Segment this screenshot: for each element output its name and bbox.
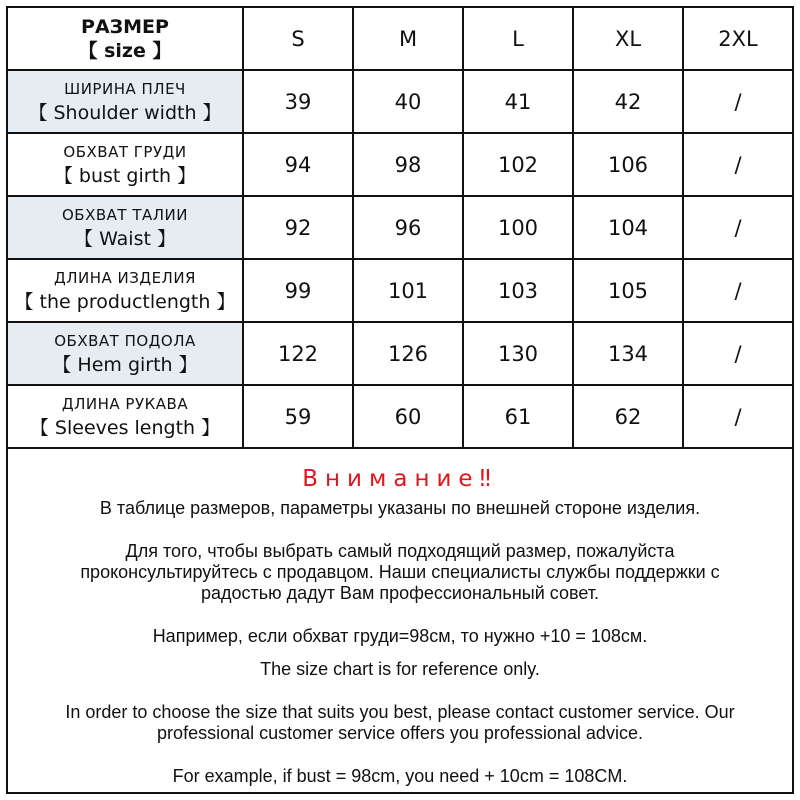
warning-heading: Внимание‼ [302,466,498,492]
header-label-en: 【 size 】 [78,39,172,62]
table-cell: 96 [353,196,463,259]
table-cell: 94 [243,133,353,196]
table-cell: 126 [353,322,463,385]
row-label-en: 【 Waist 】 [74,227,176,250]
table-cell: 39 [243,70,353,133]
table-cell: / [683,322,792,385]
size-header-l: L [463,8,573,70]
note-en-2: In order to choose the size that suits you best, please contact customer service. Our professional customer service offers you professional advice. [65,702,735,743]
row-label-ru: ОБХВАТ ПОДОЛА [54,331,196,350]
table-row [8,385,792,448]
row-label-ru: ОБХВАТ ТАЛИИ [62,205,188,224]
row-label-ru: ДЛИНА РУКАВА [61,394,189,413]
table-cell: / [683,259,792,322]
table-cell: 106 [573,133,683,196]
table-cell: 134 [573,322,683,385]
note-en-3: For example, if bust = 98cm, you need + 10cm = 108CM. [172,766,628,786]
row-label-hem-girth [8,322,243,385]
table-row [8,322,792,385]
row-label-en: 【 bust girth 】 [53,164,197,187]
size-header-xl: XL [573,8,683,70]
table-cell: 98 [353,133,463,196]
row-label-ru: ОБХВАТ ГРУДИ [63,142,187,161]
table-cell: 122 [243,322,353,385]
row-label-waist [8,196,243,259]
note-ru-1: В таблице размеров, параметры указаны по внешней стороне изделия. [99,498,701,518]
table-cell: 92 [243,196,353,259]
row-label-product-length [8,259,243,322]
table-header-row [8,8,792,70]
table-cell: 130 [463,322,573,385]
table-cell: / [683,70,792,133]
size-header-m: M [353,8,463,70]
row-label-bust-girth [8,133,243,196]
header-label-ru: РАЗМЕР [81,15,169,38]
notes-section [8,454,792,787]
note-en-1: The size chart is for reference only. [260,659,540,679]
table-cell: 61 [463,385,573,448]
header-size-label [8,8,243,70]
table-cell: / [683,133,792,196]
row-label-sleeve-length [8,385,243,448]
table-cell: 41 [463,70,573,133]
size-header-s: S [243,8,353,70]
row-label-ru: ШИРИНА ПЛЕЧ [64,79,186,98]
table-cell: / [683,385,792,448]
table-cell: 102 [463,133,573,196]
size-table [8,8,792,449]
row-label-en: 【 Shoulder width 】 [28,101,222,124]
table-row [8,259,792,322]
table-cell: / [683,196,792,259]
table-cell: 60 [353,385,463,448]
table-cell: 101 [353,259,463,322]
table-cell: 59 [243,385,353,448]
table-cell: 40 [353,70,463,133]
row-label-en: 【 Sleeves length 】 [29,416,221,439]
row-label-en: 【 the productlength 】 [14,290,236,313]
note-ru-3: Например, если обхват груди=98см, то нужно +10 = 108см. [152,626,648,646]
table-cell: 100 [463,196,573,259]
size-chart [6,6,794,794]
row-label-ru: ДЛИНА ИЗДЕЛИЯ [54,268,196,287]
table-row [8,133,792,196]
row-label-en: 【 Hem girth 】 [52,353,198,376]
table-cell: 105 [573,259,683,322]
table-cell: 103 [463,259,573,322]
table-cell: 104 [573,196,683,259]
table-cell: 42 [573,70,683,133]
table-cell: 62 [573,385,683,448]
table-cell: 99 [243,259,353,322]
table-row [8,70,792,133]
note-ru-2: Для того, чтобы выбрать самый подходящий размер, пожалуйста проконсультируйтесь с продавцом. Наши специалисты службы поддержки с радостью дадут Вам профессиональный совет. [80,541,720,603]
table-row [8,196,792,259]
row-label-shoulder-width [8,70,243,133]
size-header-2xl: 2XL [683,8,792,70]
